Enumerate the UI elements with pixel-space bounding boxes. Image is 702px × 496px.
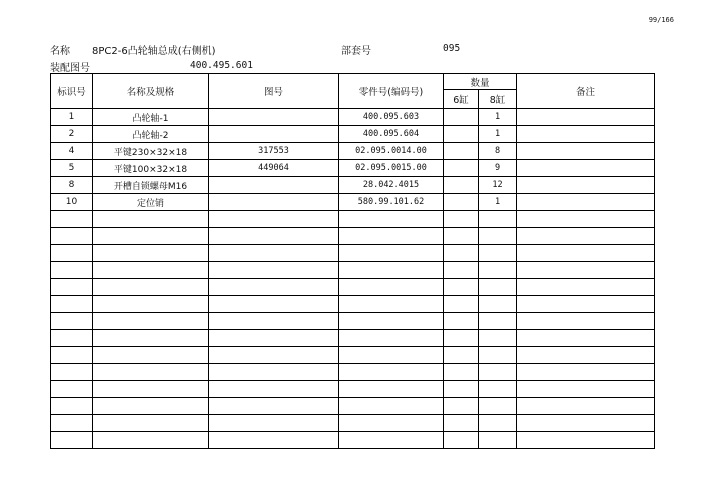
- cell-qty-6cyl: [444, 160, 479, 177]
- table-row: [51, 143, 655, 160]
- cell-part-number: 400.095.603: [339, 109, 444, 126]
- header-qty-8cyl: 8缸: [479, 90, 517, 109]
- cell-remark: [517, 177, 655, 194]
- empty-cell: [479, 262, 517, 279]
- empty-cell: [339, 262, 444, 279]
- cell-drawing: [209, 194, 339, 211]
- empty-table-row: [51, 432, 655, 449]
- cell-name: 平键230×32×18: [93, 143, 209, 160]
- empty-cell: [444, 330, 479, 347]
- empty-cell: [339, 211, 444, 228]
- set-no-value: 095: [443, 43, 461, 54]
- empty-cell: [517, 296, 655, 313]
- empty-cell: [444, 415, 479, 432]
- cell-name: 凸轮轴-1: [93, 109, 209, 126]
- empty-cell: [93, 347, 209, 364]
- cell-remark: [517, 109, 655, 126]
- cell-drawing: [209, 109, 339, 126]
- empty-table-row: [51, 415, 655, 432]
- empty-cell: [51, 364, 93, 381]
- empty-cell: [51, 398, 93, 415]
- cell-remark: [517, 143, 655, 160]
- empty-cell: [444, 228, 479, 245]
- header-id: 标识号: [51, 74, 93, 109]
- cell-qty-8cyl: 1: [479, 126, 517, 143]
- cell-id: 5: [51, 160, 93, 177]
- empty-cell: [444, 279, 479, 296]
- empty-cell: [479, 228, 517, 245]
- empty-table-row: [51, 330, 655, 347]
- empty-cell: [93, 245, 209, 262]
- cell-drawing: [209, 126, 339, 143]
- empty-cell: [93, 415, 209, 432]
- empty-cell: [93, 364, 209, 381]
- empty-cell: [51, 262, 93, 279]
- cell-qty-6cyl: [444, 177, 479, 194]
- empty-cell: [93, 279, 209, 296]
- empty-table-row: [51, 296, 655, 313]
- empty-table-row: [51, 245, 655, 262]
- empty-table-row: [51, 398, 655, 415]
- page-number: 99/166: [648, 16, 674, 24]
- empty-cell: [51, 296, 93, 313]
- empty-cell: [93, 313, 209, 330]
- cell-drawing: [209, 177, 339, 194]
- parts-table: [50, 73, 655, 449]
- empty-table-row: [51, 262, 655, 279]
- empty-cell: [339, 347, 444, 364]
- empty-cell: [479, 330, 517, 347]
- empty-table-row: [51, 381, 655, 398]
- empty-cell: [479, 398, 517, 415]
- cell-drawing: 449064: [209, 160, 339, 177]
- cell-qty-8cyl: 12: [479, 177, 517, 194]
- cell-id: 10: [51, 194, 93, 211]
- cell-name: 凸轮轴-2: [93, 126, 209, 143]
- empty-cell: [93, 432, 209, 449]
- empty-cell: [51, 432, 93, 449]
- empty-cell: [444, 381, 479, 398]
- empty-table-row: [51, 279, 655, 296]
- empty-cell: [339, 330, 444, 347]
- empty-table-row: [51, 228, 655, 245]
- empty-cell: [93, 211, 209, 228]
- cell-part-number: 02.095.0015.00: [339, 160, 444, 177]
- cell-remark: [517, 126, 655, 143]
- empty-cell: [517, 313, 655, 330]
- empty-cell: [209, 296, 339, 313]
- empty-cell: [93, 381, 209, 398]
- empty-cell: [51, 245, 93, 262]
- name-value: 8PC2-6凸轮轴总成(右侧机): [92, 46, 216, 57]
- empty-cell: [517, 415, 655, 432]
- cell-remark: [517, 160, 655, 177]
- table-row: [51, 194, 655, 211]
- empty-cell: [339, 245, 444, 262]
- empty-cell: [517, 364, 655, 381]
- cell-name: 平键100×32×18: [93, 160, 209, 177]
- empty-cell: [51, 415, 93, 432]
- empty-table-row: [51, 313, 655, 330]
- empty-cell: [517, 347, 655, 364]
- table-row: [51, 109, 655, 126]
- empty-cell: [517, 262, 655, 279]
- empty-cell: [479, 211, 517, 228]
- empty-cell: [209, 228, 339, 245]
- empty-cell: [209, 364, 339, 381]
- empty-cell: [209, 432, 339, 449]
- cell-qty-6cyl: [444, 109, 479, 126]
- empty-cell: [517, 432, 655, 449]
- empty-cell: [517, 245, 655, 262]
- cell-part-number: 580.99.101.62: [339, 194, 444, 211]
- empty-cell: [209, 313, 339, 330]
- empty-table-row: [51, 347, 655, 364]
- empty-cell: [93, 330, 209, 347]
- empty-cell: [339, 381, 444, 398]
- header-quantity: 数量: [444, 74, 517, 90]
- empty-cell: [51, 347, 93, 364]
- empty-cell: [444, 262, 479, 279]
- empty-cell: [209, 211, 339, 228]
- empty-cell: [51, 279, 93, 296]
- empty-cell: [479, 279, 517, 296]
- empty-cell: [339, 415, 444, 432]
- table-row: [51, 126, 655, 143]
- assembly-label: 装配图号: [50, 63, 90, 74]
- empty-cell: [444, 347, 479, 364]
- empty-cell: [93, 398, 209, 415]
- empty-cell: [444, 211, 479, 228]
- cell-id: 2: [51, 126, 93, 143]
- empty-cell: [517, 330, 655, 347]
- empty-cell: [51, 228, 93, 245]
- empty-cell: [339, 432, 444, 449]
- empty-cell: [209, 262, 339, 279]
- empty-cell: [444, 432, 479, 449]
- empty-cell: [51, 211, 93, 228]
- header-name: 名称及规格: [93, 74, 209, 109]
- cell-qty-6cyl: [444, 143, 479, 160]
- empty-cell: [444, 364, 479, 381]
- empty-cell: [51, 330, 93, 347]
- empty-cell: [517, 211, 655, 228]
- empty-cell: [517, 228, 655, 245]
- cell-name: 定位销: [93, 194, 209, 211]
- cell-qty-8cyl: 9: [479, 160, 517, 177]
- empty-cell: [51, 313, 93, 330]
- cell-id: 4: [51, 143, 93, 160]
- empty-cell: [209, 398, 339, 415]
- empty-cell: [339, 313, 444, 330]
- name-label: 名称: [50, 46, 70, 57]
- empty-cell: [51, 381, 93, 398]
- empty-cell: [479, 347, 517, 364]
- cell-name: 开槽自锁螺母M16: [93, 177, 209, 194]
- empty-cell: [479, 296, 517, 313]
- empty-cell: [444, 313, 479, 330]
- empty-cell: [444, 245, 479, 262]
- empty-cell: [209, 415, 339, 432]
- cell-qty-6cyl: [444, 126, 479, 143]
- empty-cell: [209, 245, 339, 262]
- empty-cell: [479, 245, 517, 262]
- empty-cell: [479, 432, 517, 449]
- cell-qty-8cyl: 1: [479, 194, 517, 211]
- empty-cell: [444, 398, 479, 415]
- empty-cell: [209, 347, 339, 364]
- cell-part-number: 400.095.604: [339, 126, 444, 143]
- cell-qty-8cyl: 1: [479, 109, 517, 126]
- cell-part-number: 02.095.0014.00: [339, 143, 444, 160]
- cell-drawing: 317553: [209, 143, 339, 160]
- empty-table-row: [51, 211, 655, 228]
- cell-qty-6cyl: [444, 194, 479, 211]
- empty-cell: [339, 364, 444, 381]
- empty-table-row: [51, 364, 655, 381]
- cell-id: 8: [51, 177, 93, 194]
- empty-cell: [339, 296, 444, 313]
- empty-cell: [93, 262, 209, 279]
- empty-cell: [93, 228, 209, 245]
- empty-cell: [444, 296, 479, 313]
- empty-cell: [209, 279, 339, 296]
- cell-id: 1: [51, 109, 93, 126]
- assembly-value: 400.495.601: [190, 60, 253, 71]
- empty-cell: [339, 279, 444, 296]
- header-part-number: 零件号(编码号): [339, 74, 444, 109]
- empty-cell: [209, 381, 339, 398]
- empty-cell: [339, 398, 444, 415]
- header-remark: 备注: [517, 74, 655, 109]
- empty-cell: [93, 296, 209, 313]
- header-drawing: 图号: [209, 74, 339, 109]
- set-no-label: 部套号: [341, 46, 371, 57]
- table-row: [51, 177, 655, 194]
- empty-cell: [209, 330, 339, 347]
- header-qty-6cyl: 6缸: [444, 90, 479, 109]
- table-row: [51, 160, 655, 177]
- empty-cell: [339, 228, 444, 245]
- empty-cell: [517, 279, 655, 296]
- empty-cell: [517, 398, 655, 415]
- empty-cell: [517, 381, 655, 398]
- empty-cell: [479, 381, 517, 398]
- empty-cell: [479, 415, 517, 432]
- empty-cell: [479, 364, 517, 381]
- cell-part-number: 28.042.4015: [339, 177, 444, 194]
- cell-qty-8cyl: 8: [479, 143, 517, 160]
- empty-cell: [479, 313, 517, 330]
- cell-remark: [517, 194, 655, 211]
